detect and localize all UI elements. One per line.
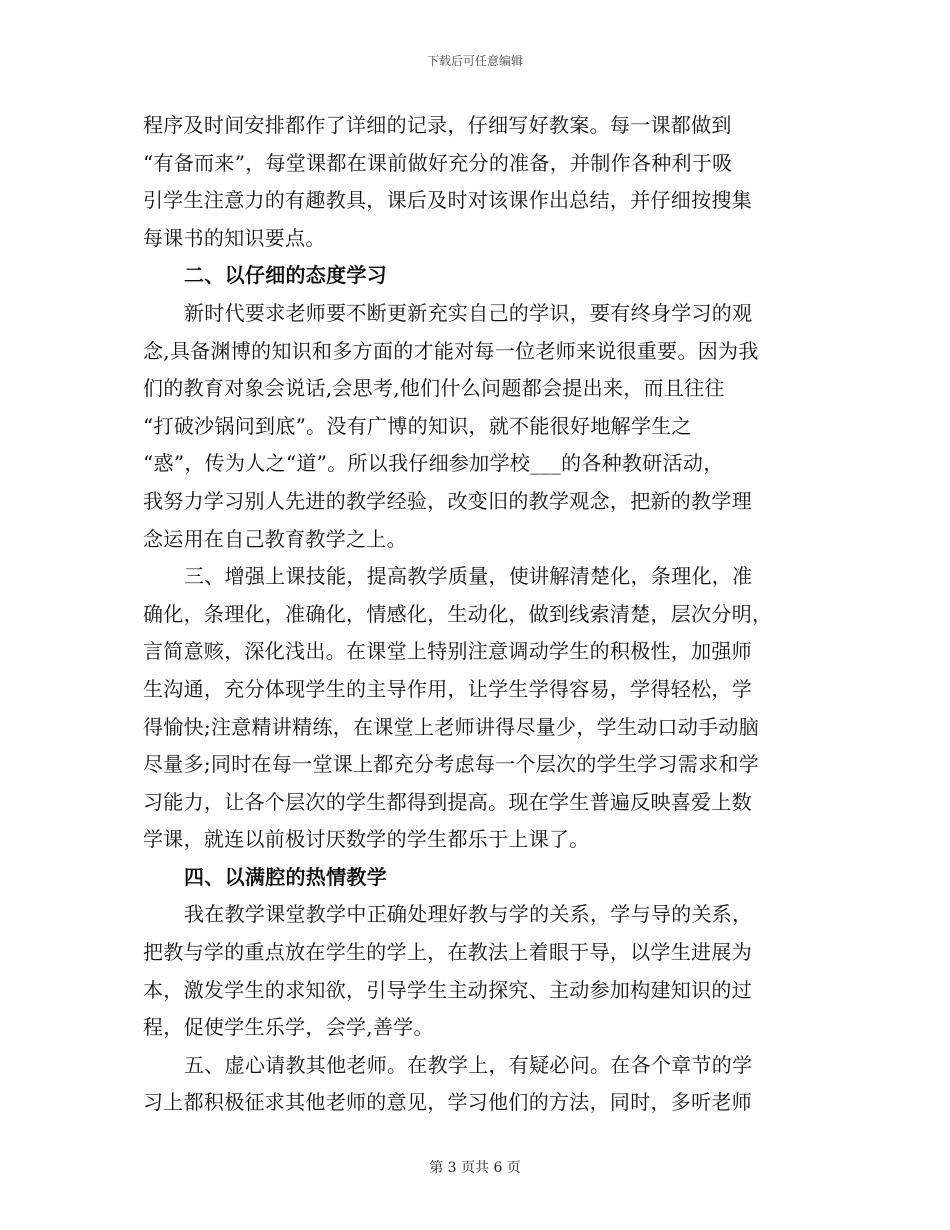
body-line: 引学生注意力的有趣教具，课后及时对该课作出总结，并仔细按搜集: [143, 188, 752, 213]
body-line: 们的教育对象会说话,会思考,他们什么问题都会提出来，而且往往: [143, 376, 725, 401]
body-line: “惑”，传为人之“道”。所以我仔细参加学校___的各种教研活动，: [143, 451, 724, 476]
page-header: 下载后可任意编辑: [426, 54, 523, 68]
body-line: 生沟通，充分体现学生的主导作用，让学生学得容易，学得轻松，学: [143, 676, 752, 701]
body-line: 程，促使学生乐学，会学,善学。: [143, 1015, 434, 1040]
section-heading-3: 三、增强上课技能，提高教学质量，使讲解清楚化，条理化，准: [184, 564, 753, 589]
body-line: 程序及时间安排都作了详细的记录，仔细写好教案。每一课都做到: [143, 113, 732, 137]
body-line: 本，激发学生的求知欲，引导学生主动探究、主动参加构建知识的过: [143, 977, 752, 1002]
body-line: “打破沙锅问到底”。没有广博的知识，就不能很好地解学生之: [143, 413, 692, 438]
section-heading-5: 五、虚心请教其他老师。在教学上，有疑必问。在各个章节的学: [184, 1052, 753, 1077]
page-number: 第 3 页共 6 页: [429, 1160, 521, 1176]
body-line: 得愉快;注意精讲精练，在课堂上老师讲得尽量少，学生动口动手动脑: [143, 714, 760, 739]
body-line: 习上都积极征求其他老师的意见，学习他们的方法，同时，多听老师: [143, 1090, 752, 1115]
body-line: 念运用在自己教育教学之上。: [143, 526, 407, 551]
body-line: 每课书的知识要点。: [143, 225, 326, 250]
body-line: 我在教学课堂教学中正确处理好教与学的关系，学与导的关系，: [184, 902, 753, 927]
body-line: 言简意赅，深化浅出。在课堂上特别注意调动学生的积极性，加强师: [143, 639, 752, 664]
body-line: 念,具备渊博的知识和多方面的才能对每一位老师来说很重要。因为我: [143, 338, 759, 363]
body-line: 习能力，让各个层次的学生都得到提高。现在学生普遍反映喜爱上数: [143, 789, 752, 814]
body-line: 把教与学的重点放在学生的学上，在教法上着眼于导，以学生进展为: [143, 940, 752, 965]
section-heading-4: 四、以满腔的热情教学: [184, 864, 387, 889]
document-body: [143, 107, 808, 1122]
body-line: 学课，就连以前极讨厌数学的学生都乐于上课了。: [143, 827, 590, 852]
section-heading-2: 二、以仔细的态度学习: [184, 263, 387, 288]
body-line: 新时代要求老师要不断更新充实自己的学识，要有终身学习的观: [184, 300, 753, 325]
body-line: “有备而来”，每堂课都在课前做好充分的准备，并制作各种利于吸: [143, 150, 733, 175]
body-line: 确化，条理化，准确化，情感化，生动化，做到线索清楚，层次分明，: [143, 601, 773, 626]
body-line: 我努力学习别人先进的教学经验，改变旧的教学观念，把新的教学理: [143, 488, 752, 513]
body-line: 尽量多;同时在每一堂课上都充分考虑每一个层次的学生学习需求和学: [143, 752, 760, 777]
